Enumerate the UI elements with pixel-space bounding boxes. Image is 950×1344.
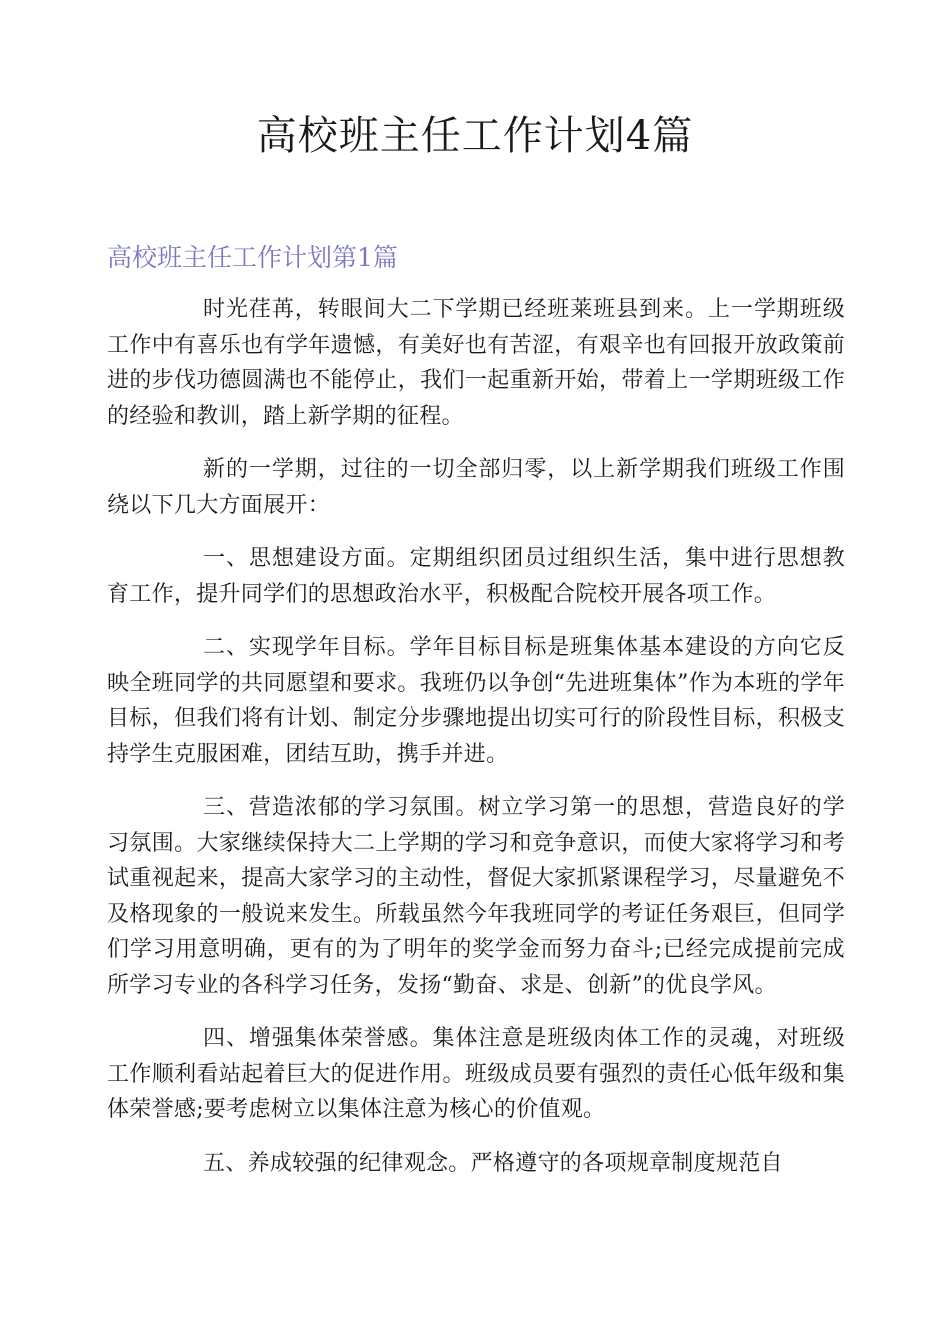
paragraph-item-3: 三、营造浓郁的学习氛围。树立学习第一的思想，营造良好的学习氛围。大家继续保持大二上学期的学习和竞争意识，而使大家将学习和考试重视起来，提高大家学习的主动性，督促大家抓紧课程学习，尽量避免不及格现象的一般说来发生。所载虽然今年我班同学的考证任务艰巨，但同学们学习用意明确，更有的为了明年的奖学金而努力奋斗;已经完成提前完成所学习专业的各科学习任务，发扬“勤奋、求是、创新”的优良学风。 bbox=[107, 795, 845, 998]
paragraph-item-1: 一、思想建设方面。定期组织团员过组织生活，集中进行思想教育工作，提升同学们的思想政治水平，积极配合院校开展各项工作。 bbox=[107, 546, 845, 607]
document-title: 高校班主任工作计划4篇 bbox=[256, 113, 694, 159]
paragraph-item-2: 二、实现学年目标。学年目标目标是班集体基本建设的方向它反映全班同学的共同愿望和要求。我班仍以争创“先进班集体”作为本班的学年目标，但我们将有计划、制定分步骤地提出切实可行的阶段性目标，积极支持学生克服困难，团结互助，携手并进。 bbox=[107, 635, 845, 767]
paragraph-item-5: 五、养成较强的纪律观念。严格遵守的各项规章制度规范自 bbox=[203, 1150, 783, 1176]
document-body bbox=[107, 292, 845, 1199]
paragraph-item-4: 四、增强集体荣誉感。集体注意是班级肉体工作的灵魂，对班级工作顺利看站起着巨大的促进作用。班级成员要有强烈的责任心低年级和集体荣誉感;要考虑树立以集体注意为核心的价值观。 bbox=[107, 1026, 845, 1122]
section-heading: 高校班主任工作计划第1篇 bbox=[107, 243, 398, 272]
paragraph-intro: 时光荏苒，转眼间大二下学期已经班莱班县到来。上一学期班级工作中有喜乐也有学年遗憾，有美好也有苦涩，有艰辛也有回报开放政策前进的步伐功德圆满也不能停止，我们一起重新开始，带着上一学期班级工作的经验和教训，踏上新学期的征程。 bbox=[107, 297, 845, 429]
paragraph-overview: 新的一学期，过往的一切全部归零，以上新学期我们班级工作围绕以下几大方面展开： bbox=[107, 457, 845, 518]
